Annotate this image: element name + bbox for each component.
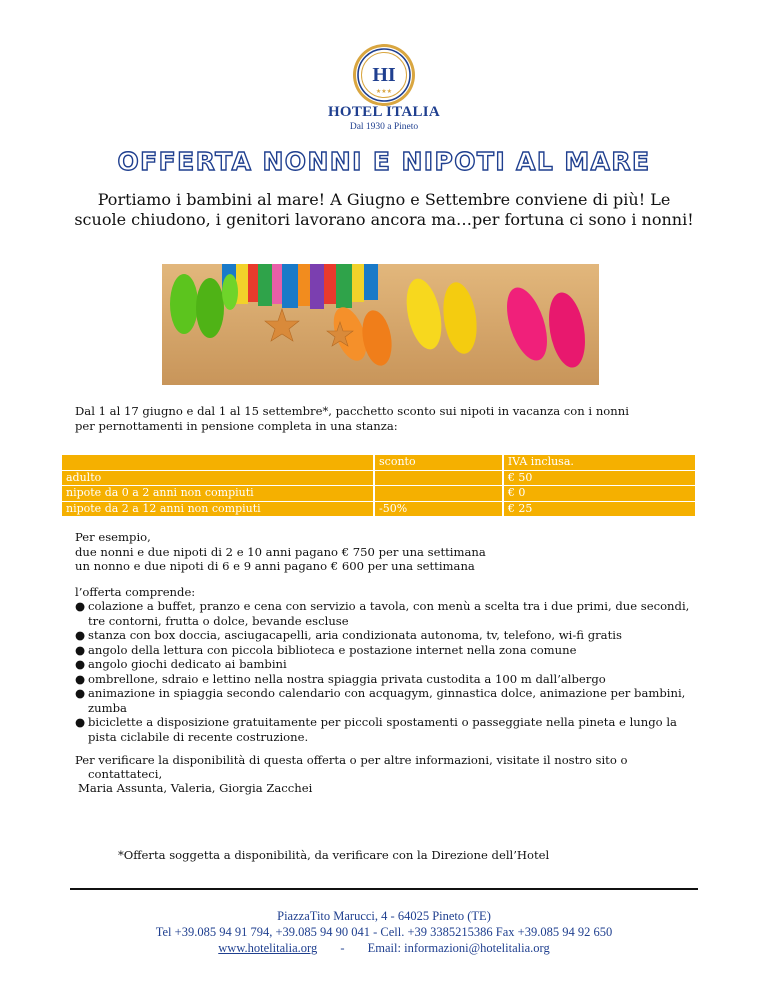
row-label: nipote da 2 a 12 anni non compiuti — [62, 502, 373, 517]
list-item: ● ombrellone, sdraio e lettino nella nostra spiaggia privata custodita a 100 m dall’albergo — [75, 671, 606, 686]
list-item: ● angolo giochi dedicato ai bambini — [75, 657, 287, 671]
table-row — [62, 486, 695, 502]
intro-text: Portiamo i bambini al mare! A Giugno e Settembre conviene di più! Le scuole chiudono, i genitori lavorano ancora ma…per fortuna ci sono i nonni! — [74, 190, 694, 229]
header-cell: sconto — [375, 455, 502, 470]
contact-line-1: Per verificare la disponibilità di questa offerta o per altre informazioni, visitate il nostro sito o — [75, 753, 628, 767]
page-title: OFFERTA NONNI E NIPOTI AL MARE — [117, 147, 651, 176]
row-label: nipote da 0 a 2 anni non compiuti — [62, 486, 373, 501]
offer-intro-line-1: Dal 1 al 17 giugno e dal 1 al 15 settembre*, pacchetto sconto sui nipoti in vacanza con i nonni — [75, 404, 629, 418]
bullet-icon: ● — [75, 642, 86, 657]
list-item: ● stanza con box doccia, asciugacapelli, aria condizionata autonoma, tv, telefono, wi-fi gratis — [75, 628, 622, 642]
example-line-1: Per esempio, — [75, 530, 151, 544]
row-price: € 50 — [504, 471, 695, 486]
bullet-icon: ● — [75, 686, 86, 700]
beach-photo — [162, 264, 599, 385]
bullet-icon: ● — [75, 715, 86, 729]
disclaimer: *Offerta soggetta a disponibilità, da verificare con la Direzione dell’Hotel — [118, 848, 550, 862]
logo-letters: HI — [372, 64, 396, 86]
example-line-3: un nonno e due nipoti di 6 e 9 anni pagano € 600 per una settimana — [75, 559, 475, 573]
bullet-icon: ● — [75, 671, 86, 686]
row-label: adulto — [62, 471, 373, 486]
bullet-icon: ● — [75, 657, 86, 671]
row-discount — [375, 471, 502, 486]
footer-phones: Tel +39.085 94 91 794, +39.085 94 90 041 - Cell. +39 3385215386 Fax +39.085 94 92 650 — [155, 925, 613, 939]
table-row — [62, 502, 695, 518]
row-price: € 0 — [504, 486, 695, 501]
row-discount — [375, 486, 502, 501]
list-item: ● animazione in spiaggia secondo calendario con acquagym, ginnastica dolce, animazione per bambini, zumba — [75, 686, 686, 715]
bullet-icon: ● — [75, 599, 86, 613]
offer-intro-line-2: per pernottamenti in pensione completa in una stanza: — [75, 419, 398, 433]
hotel-logo — [352, 43, 416, 107]
contact-signature: Maria Assunta, Valeria, Giorgia Zacchei — [78, 781, 313, 795]
email-text[interactable]: Email: informazioni@hotelitalia.org — [367, 941, 550, 955]
website-link[interactable]: www.hotelitalia.org — [218, 941, 318, 955]
price-table-header — [62, 455, 695, 471]
footer-address: PiazzaTito Marucci, 4 - 64025 Pineto (TE) — [277, 909, 491, 923]
price-table — [62, 455, 695, 517]
logo-stars: ★★★ — [375, 88, 393, 95]
includes-title: l’offerta comprende: — [75, 585, 196, 599]
footer-links — [0, 940, 768, 956]
contact-line-2: contattateci, — [88, 767, 163, 781]
hotel-since: Dal 1930 a Pineto — [349, 122, 419, 132]
list-item: ● angolo della lettura con piccola biblioteca e postazione internet nella zona comune — [75, 642, 577, 657]
table-row — [62, 471, 695, 487]
row-discount: -50% — [375, 502, 502, 517]
footer-divider — [70, 888, 698, 890]
footer-separator: - — [340, 941, 345, 955]
list-item: ● colazione a buffet, pranzo e cena con servizio a tavola, con menù a scelta tra i due primi, due secondi, tre contorni, frutta o dolce, bevande escluse — [75, 599, 690, 628]
header-cell — [62, 455, 373, 470]
hotel-name: HOTEL ITALIA — [327, 104, 441, 120]
list-item: ● biciclette a disposizione gratuitamente per piccoli spostamenti o passeggiate nella pineta e lungo la pista ciclabile di recente costruzione. — [75, 715, 677, 744]
header-cell: IVA inclusa. — [504, 455, 695, 470]
bullet-icon: ● — [75, 628, 86, 642]
row-price: € 25 — [504, 502, 695, 517]
includes-list — [75, 599, 705, 744]
example-line-2: due nonni e due nipoti di 2 e 10 anni pagano € 750 per una settimana — [75, 545, 486, 559]
